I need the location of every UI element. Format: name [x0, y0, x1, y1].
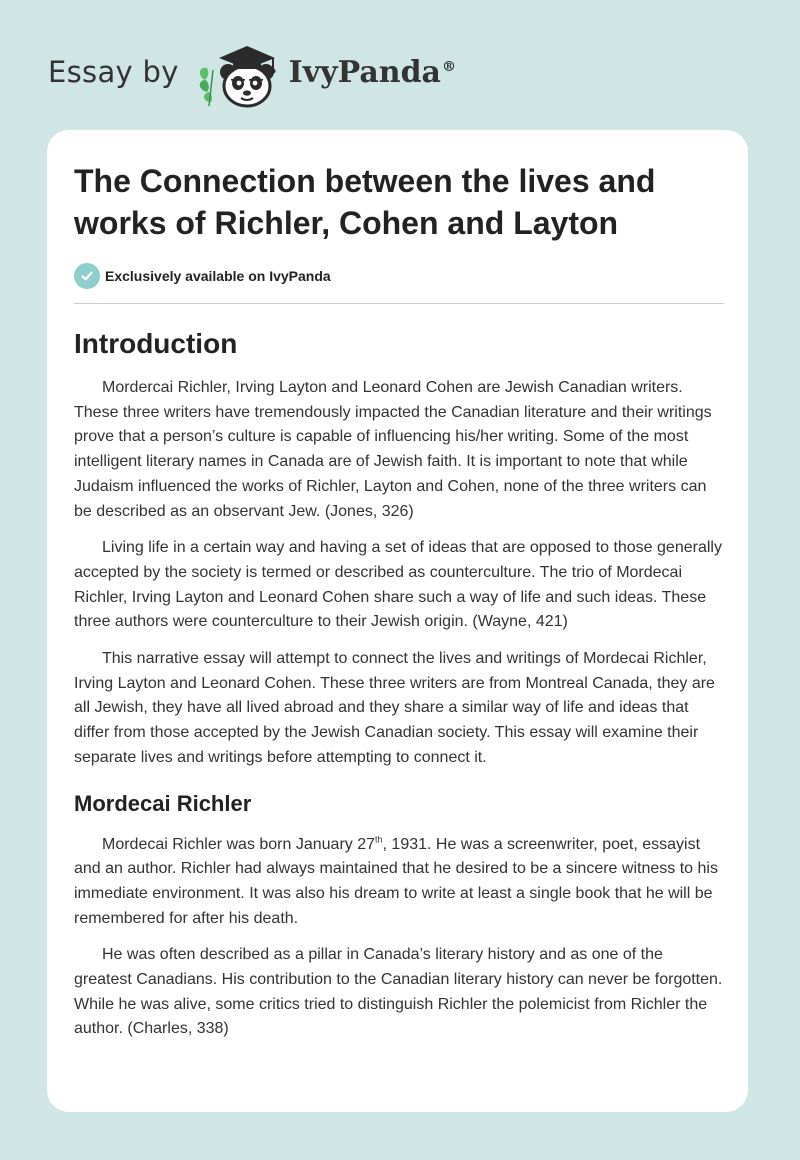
paragraph: Mordercai Richler, Irving Layton and Leonard Cohen are Jewish Canadian writers. These three writers have tremendously impacted the Canadian literature and their writings prove that a person’s culture is capable of influencing his/her writing. Some of the most intelligent literary names in Canada are of Jewish faith. It is important to note that while Judaism influenced the works of Richler, Layton and Cohen, none of the three writers can be described as an observant Jew. (Jones, 326) — [74, 379, 712, 520]
site-header — [48, 36, 456, 108]
brand-prefix: Essay by — [48, 55, 179, 89]
exclusive-badge — [74, 262, 724, 290]
brand-name: IvyPanda® — [288, 54, 456, 90]
essay-card — [47, 130, 748, 1112]
paragraph: Mordecai Richler was born January 27th, 1931. He was a screenwriter, poet, essayist and an author. Richler had always maintained that he desired to be a sincere witness to his immediate environment. It was also his dream to write at least a single book that he will be remembered for after his death. — [74, 834, 718, 927]
panda-graduate-icon[interactable] — [195, 36, 291, 108]
divider — [74, 303, 724, 304]
paragraph: He was often described as a pillar in Canada’s literary history and as one of the greatest Canadians. His contribution to the Canadian literary history can never be forgotten. While he was alive, some critics tried to distinguish Richler the polemicist from Richler the author. (Charles, 338) — [74, 946, 723, 1038]
paragraph: This narrative essay will attempt to connect the lives and writings of Mordecai Richler, Irving Layton and Leonard Cohen. These three writers are from Montreal Canada, they are all Jewish, they have all lived abroad and they share a similar way of life and ideas that differ from those accepted by the Jewish Canadian society. This essay will examine their separate lives and writings before attempting to connect it. — [74, 650, 715, 766]
check-icon — [74, 263, 100, 289]
essay-title: The Connection between the lives and works of Richler, Cohen and Layton — [74, 163, 656, 241]
essay-content — [74, 160, 724, 1042]
paragraph: Living life in a certain way and having a set of ideas that are opposed to those generally accepted by the society is termed or described as counterculture. The trio of Mordecai Richler, Irving Layton and Leonard Cohen share such a way of life and such ideas. These three authors were counterculture to their Jewish origin. (Wayne, 421) — [74, 539, 722, 631]
section-heading-richler: Mordecai Richler — [74, 790, 252, 816]
exclusive-label: Exclusively available on IvyPanda — [105, 268, 331, 284]
section-heading-introduction: Introduction — [74, 328, 238, 359]
ordinal-suffix: th — [375, 834, 383, 845]
registered-mark: ® — [442, 58, 456, 75]
